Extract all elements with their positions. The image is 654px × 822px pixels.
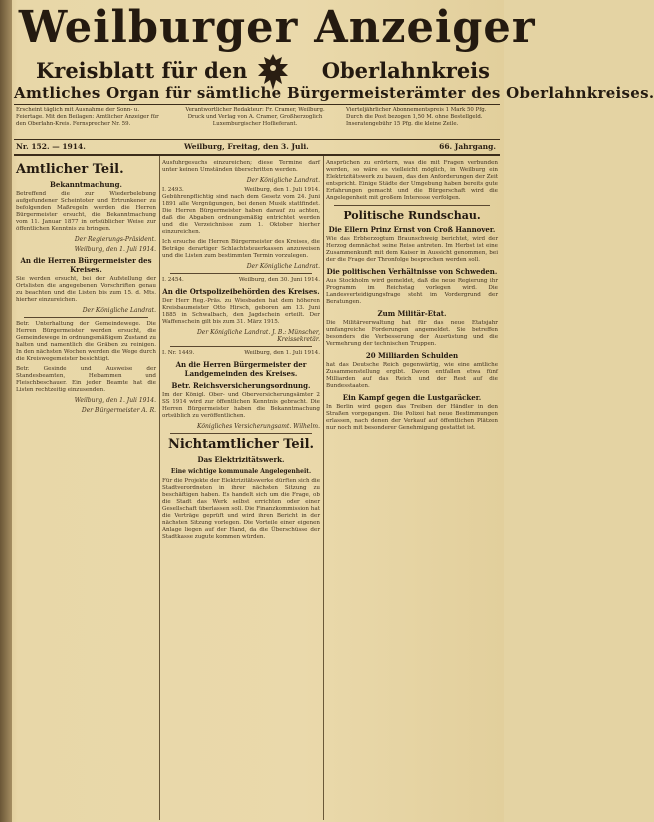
subheading: Betr. Reichsversicherungsordnung.: [171, 381, 311, 390]
divider: [170, 346, 312, 347]
paragraph: Die Militärverwaltung hat für das neue Etatsjahr umfangreiche Forderungen angemeldet. Sie betreffen besonders die Verbesserung der Ausrüstung und die Vermehrung der technischen Truppen.: [326, 320, 498, 347]
paragraph: In Berlin wird gegen das Treiben der Händler in den Straßen vorgegangen. Die Polizei hat neue Bestimmungen erlassen, nach denen der Verkauf auf öffentlichen Plätzen nur noch mit besonderer Genehmigung gestattet ist.: [326, 404, 498, 431]
signature: Der Königliche Landrat.: [82, 307, 156, 314]
info-right: Vierteljährlicher Abonnementspreis 1 Mark 50 Pfg. Durch die Post bezogen 1,50 M. ohne Bestellgeld. Inseratengebühr 15 Pfg. die kleine Zeile.: [346, 107, 487, 127]
signature: Der Königliche Landrat.: [246, 177, 320, 184]
divider: [170, 273, 312, 274]
subtitle-right: Oberlahnkreis: [321, 58, 490, 83]
article-title: Das Elektrizitätswerk.: [197, 455, 285, 464]
dateline-notice: Weilburg, den 1. Juli 1914.: [244, 187, 320, 193]
reference-number: I. 2493.: [162, 187, 184, 193]
dateline-notice: Weilburg, den 1. Juli 1914.: [74, 246, 156, 253]
ref-row: [162, 187, 320, 194]
subtitle-left: Kreisblatt für den: [36, 58, 248, 83]
article-title: Die Ellern Prinz Ernst von Croß Hannover.: [328, 225, 496, 234]
ref-row: [162, 277, 320, 284]
column-divider-1: [159, 156, 160, 820]
column-divider-2: [323, 156, 324, 820]
reference-number: I. Nr. 1449.: [162, 350, 195, 356]
paragraph: Aus Stockholm wird gemeldet, daß die neue Regierung ihr Programm im Reichstag vorlegen wird. Die Landesverteidigungsfrage steht im Vordergrund der Beratungen.: [326, 278, 498, 305]
article-title: Zum Militär-Etat.: [377, 309, 447, 318]
article-title: 20 Milliarden Schulden: [365, 351, 459, 360]
ref-row: [162, 350, 320, 357]
section-heading: Amtlicher Teil.: [16, 162, 124, 177]
paragraph: Im der Königl. Ober- und Oberversicherungsämter 2 SS 1914 wird zur öffentlichen Kenntnis gebracht. Die Herren Bürgermeister haben die Bekanntmachung ortsüblich zu veröffentlichen.: [162, 392, 320, 419]
address-heading: An die Herren Bürgermeister der Landgemeinden des Kreises.: [175, 360, 307, 378]
issue-date: Weilburg, Freitag, den 3. Juli.: [184, 142, 309, 151]
column-3: [326, 160, 498, 820]
info-middle: Verantwortlicher Redakteur: Fr. Cramer, Weilburg. Druck und Verlag von A. Cramer, Großherzoglich Luxemburgischer Hoflieferant.: [185, 107, 325, 127]
binding-spine: [0, 0, 12, 822]
paragraph: hat das Deutsche Reich gegenwärtig, wie eine amtliche Zusammenstellung ergibt. Davon entfallen etwa fünf Milliarden auf das Reich und der Rest auf die Bundesstaaten.: [326, 362, 498, 389]
signature: Der Königliche Landrat.: [246, 263, 320, 270]
section-heading: Politische Rundschau.: [343, 209, 481, 222]
subtitle-row: [14, 58, 500, 84]
newspaper-title: Weilburger Anzeiger: [18, 2, 536, 53]
dateline-notice: Weilburg, den 1. Juli 1914.: [74, 397, 156, 404]
rule-top: [14, 104, 500, 105]
column-2: [162, 160, 320, 820]
signature: Königliches Versicherungsamt. Wilhelm.: [197, 423, 320, 430]
article-title: Die politischen Verhältnisse von Schweden.: [326, 267, 498, 276]
paragraph: Ich ersuche die Herren Bürgermeister des Kreises, die Beträge derartiger Schlachtsteuerkassen anzuweisen und die Listen zum bestimmten Termin vorzulegen.: [162, 239, 320, 259]
section-heading: Nichtamtlicher Teil.: [167, 437, 315, 452]
rule-date-bottom: [14, 154, 500, 156]
signature: Der Regierungs-Präsident.: [74, 236, 156, 243]
notice-title: Bekanntmachung.: [50, 180, 122, 189]
address-heading: An die Ortspolizeibehörden des Kreises.: [162, 287, 320, 296]
column-1: [16, 160, 156, 820]
info-row: [14, 107, 500, 137]
info-left: Erscheint täglich mit Ausnahme der Sonn- u. Feiertage. Mit den Beilagen: Amtlicher Anzeiger für den Oberlahn-Kreis. Fernsprecher Nr. 59.: [16, 107, 159, 127]
paragraph: Wie das Erbherzogtum Braunschweig berichtet, wird der Herzog demnächst seine Reise antreten. Im Herbst ist eine Zusammenkunft mit dem Kaiser in Aussicht genommen, bei der die Frage der Thronfolge besprochen werden soll.: [326, 236, 498, 263]
address-heading: An die Herren Bürgermeister des Kreises.: [20, 256, 152, 274]
dateline-notice: Weilburg, den 1. Juli 1914.: [244, 350, 320, 356]
dateline: [14, 142, 500, 154]
paragraph: Ansprüchen zu erörtern, was die mit Fragen verbunden werden, so wäre es vielleicht möglich, in Weilburg ein Elektrizitätswerk zu bauen, das den Anforderungen der Zeit entspricht. Einige Städte der Umgebung haben bereits gute Erfahrungen gemacht und die Bürgerschaft wird die Angelegenheit mit großem Interesse verfolgen.: [326, 160, 498, 201]
paragraph: Gebührenpflichtig sind nach dem Gesetz vom 24. Juni 1891 alle Vergnügungen, bei denen Musik stattfindet. Die Herren Bürgermeister haben darauf zu achten, daß die Abgaben ordnungsmäßig entrichtet werden und die Verzeichnisse zum 1. Oktober hierher einzureichen.: [162, 194, 320, 235]
paragraph: Betr. Gesinde und Ausweise der Standesbeamten, Hebammen und Fleischbeschauer. Ein jeder Beamte hat die Listen rechtzeitig einzusenden.: [16, 366, 156, 393]
issue-number: Nr. 152. — 1914.: [16, 142, 86, 151]
paragraph: Ausfuhrgesuchs einzureichen; diese Termine darf unter keinen Umständen überschritten werden.: [162, 160, 320, 173]
paragraph: Der Herr Reg.-Präs. zu Wiesbaden hat dem höheren Kreisbaumeister Otto Hirsch, geboren am 13. Juni 1885 in Schwalbach, den Jagdschein erteilt. Der Waffenschein gilt bis zum 31. März 1915.: [162, 298, 320, 325]
divider: [24, 317, 148, 318]
reference-number: I. 2454.: [162, 277, 184, 283]
dateline-notice: Weilburg, den 30. Juni 1914.: [238, 277, 320, 283]
article-title: Ein Kampf gegen die Lustgaräcker.: [342, 393, 482, 402]
signature: Der Bürgermeister A. R.: [81, 407, 156, 414]
paragraph: Betr. Unterhaltung der Gemeindewege. Die Herren Bürgermeister werden ersucht, die Gemeindewege in ordnungsmäßigem Zustand zu halten und namentlich die Gräben zu reinigen. In den nächsten Wochen werden die Wege durch die Kreiswegemeister besichtigt.: [16, 321, 156, 362]
paragraph: Für die Projekte der Elektrizitätswerke dürften sich die Stadtverordneten in ihrer nächsten Sitzung zu beschäftigen haben. Es handelt sich um die Frage, ob die Stadt das Werk selbst errichten oder einer Gesellschaft überlassen soll. Die Finanzkommission hat die Verträge geprüft und wird ihren Bericht in der nächsten Sitzung vorlegen. Die Vorteile einer eigenen Anlage liegen auf der Hand, da die Überschüsse der Stadtkasse zugute kommen würden.: [162, 478, 321, 540]
article-subtitle: Eine wichtige kommunale Angelegenheit.: [170, 468, 312, 475]
paragraph: Betreffend die zur Wiederbelebung aufgefundener Scheintoter und Ertrunkener zu befolgenden Maßregeln werden die Herren Bürgermeister ersucht, die Bekanntmachung vom 11. Januar 1877 in ortsüblicher Weise zur öffentlichen Kenntnis zu bringen.: [16, 191, 156, 232]
masthead: [14, 2, 536, 56]
signature: Der Königliche Landrat. J. B.: Münscher, Kreissekretär.: [197, 329, 320, 343]
volume: 66. Jahrgang.: [439, 142, 496, 151]
divider: [170, 433, 312, 434]
rule-date-top: [14, 139, 500, 140]
paragraph: Sie werden ersucht, bei der Aufstellung der Ortslisten die angegebenen Vorschriften genau zu beachten und die Listen bis zum 15. d. Mts. hierher einzureichen.: [16, 276, 156, 303]
organ-line: Amtliches Organ für sämtliche Bürgermeisterämter des Oberlahnkreises.: [14, 84, 654, 102]
divider: [334, 205, 490, 206]
